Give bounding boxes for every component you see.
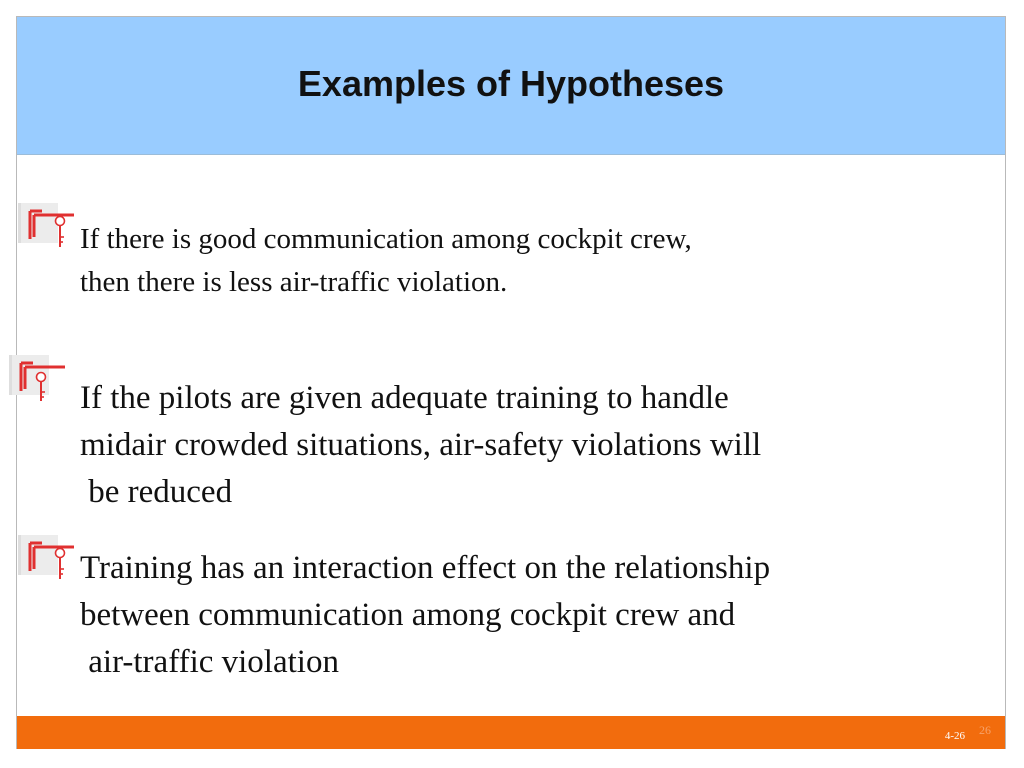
bullet-text-3: Training has an interaction effect on the relationship between communication among cockpit crew and air-traffic violation bbox=[80, 550, 771, 680]
key-icon bbox=[18, 535, 76, 581]
slide-title: Examples of Hypotheses bbox=[297, 63, 725, 104]
page-number: 4-26 bbox=[944, 730, 965, 742]
title-bar bbox=[17, 17, 1005, 155]
key-icon bbox=[18, 203, 76, 249]
bullet-text-1: If there is good communication among cockpit crew, then there is less air-traffic violation. bbox=[80, 223, 692, 298]
page-number-ghost: 26 bbox=[979, 723, 991, 737]
key-icon bbox=[9, 355, 67, 401]
bullet-text-2: If the pilots are given adequate training to handle midair crowded situations, air-safety violations will be reduced bbox=[80, 380, 762, 510]
footer-bar bbox=[17, 716, 1005, 749]
